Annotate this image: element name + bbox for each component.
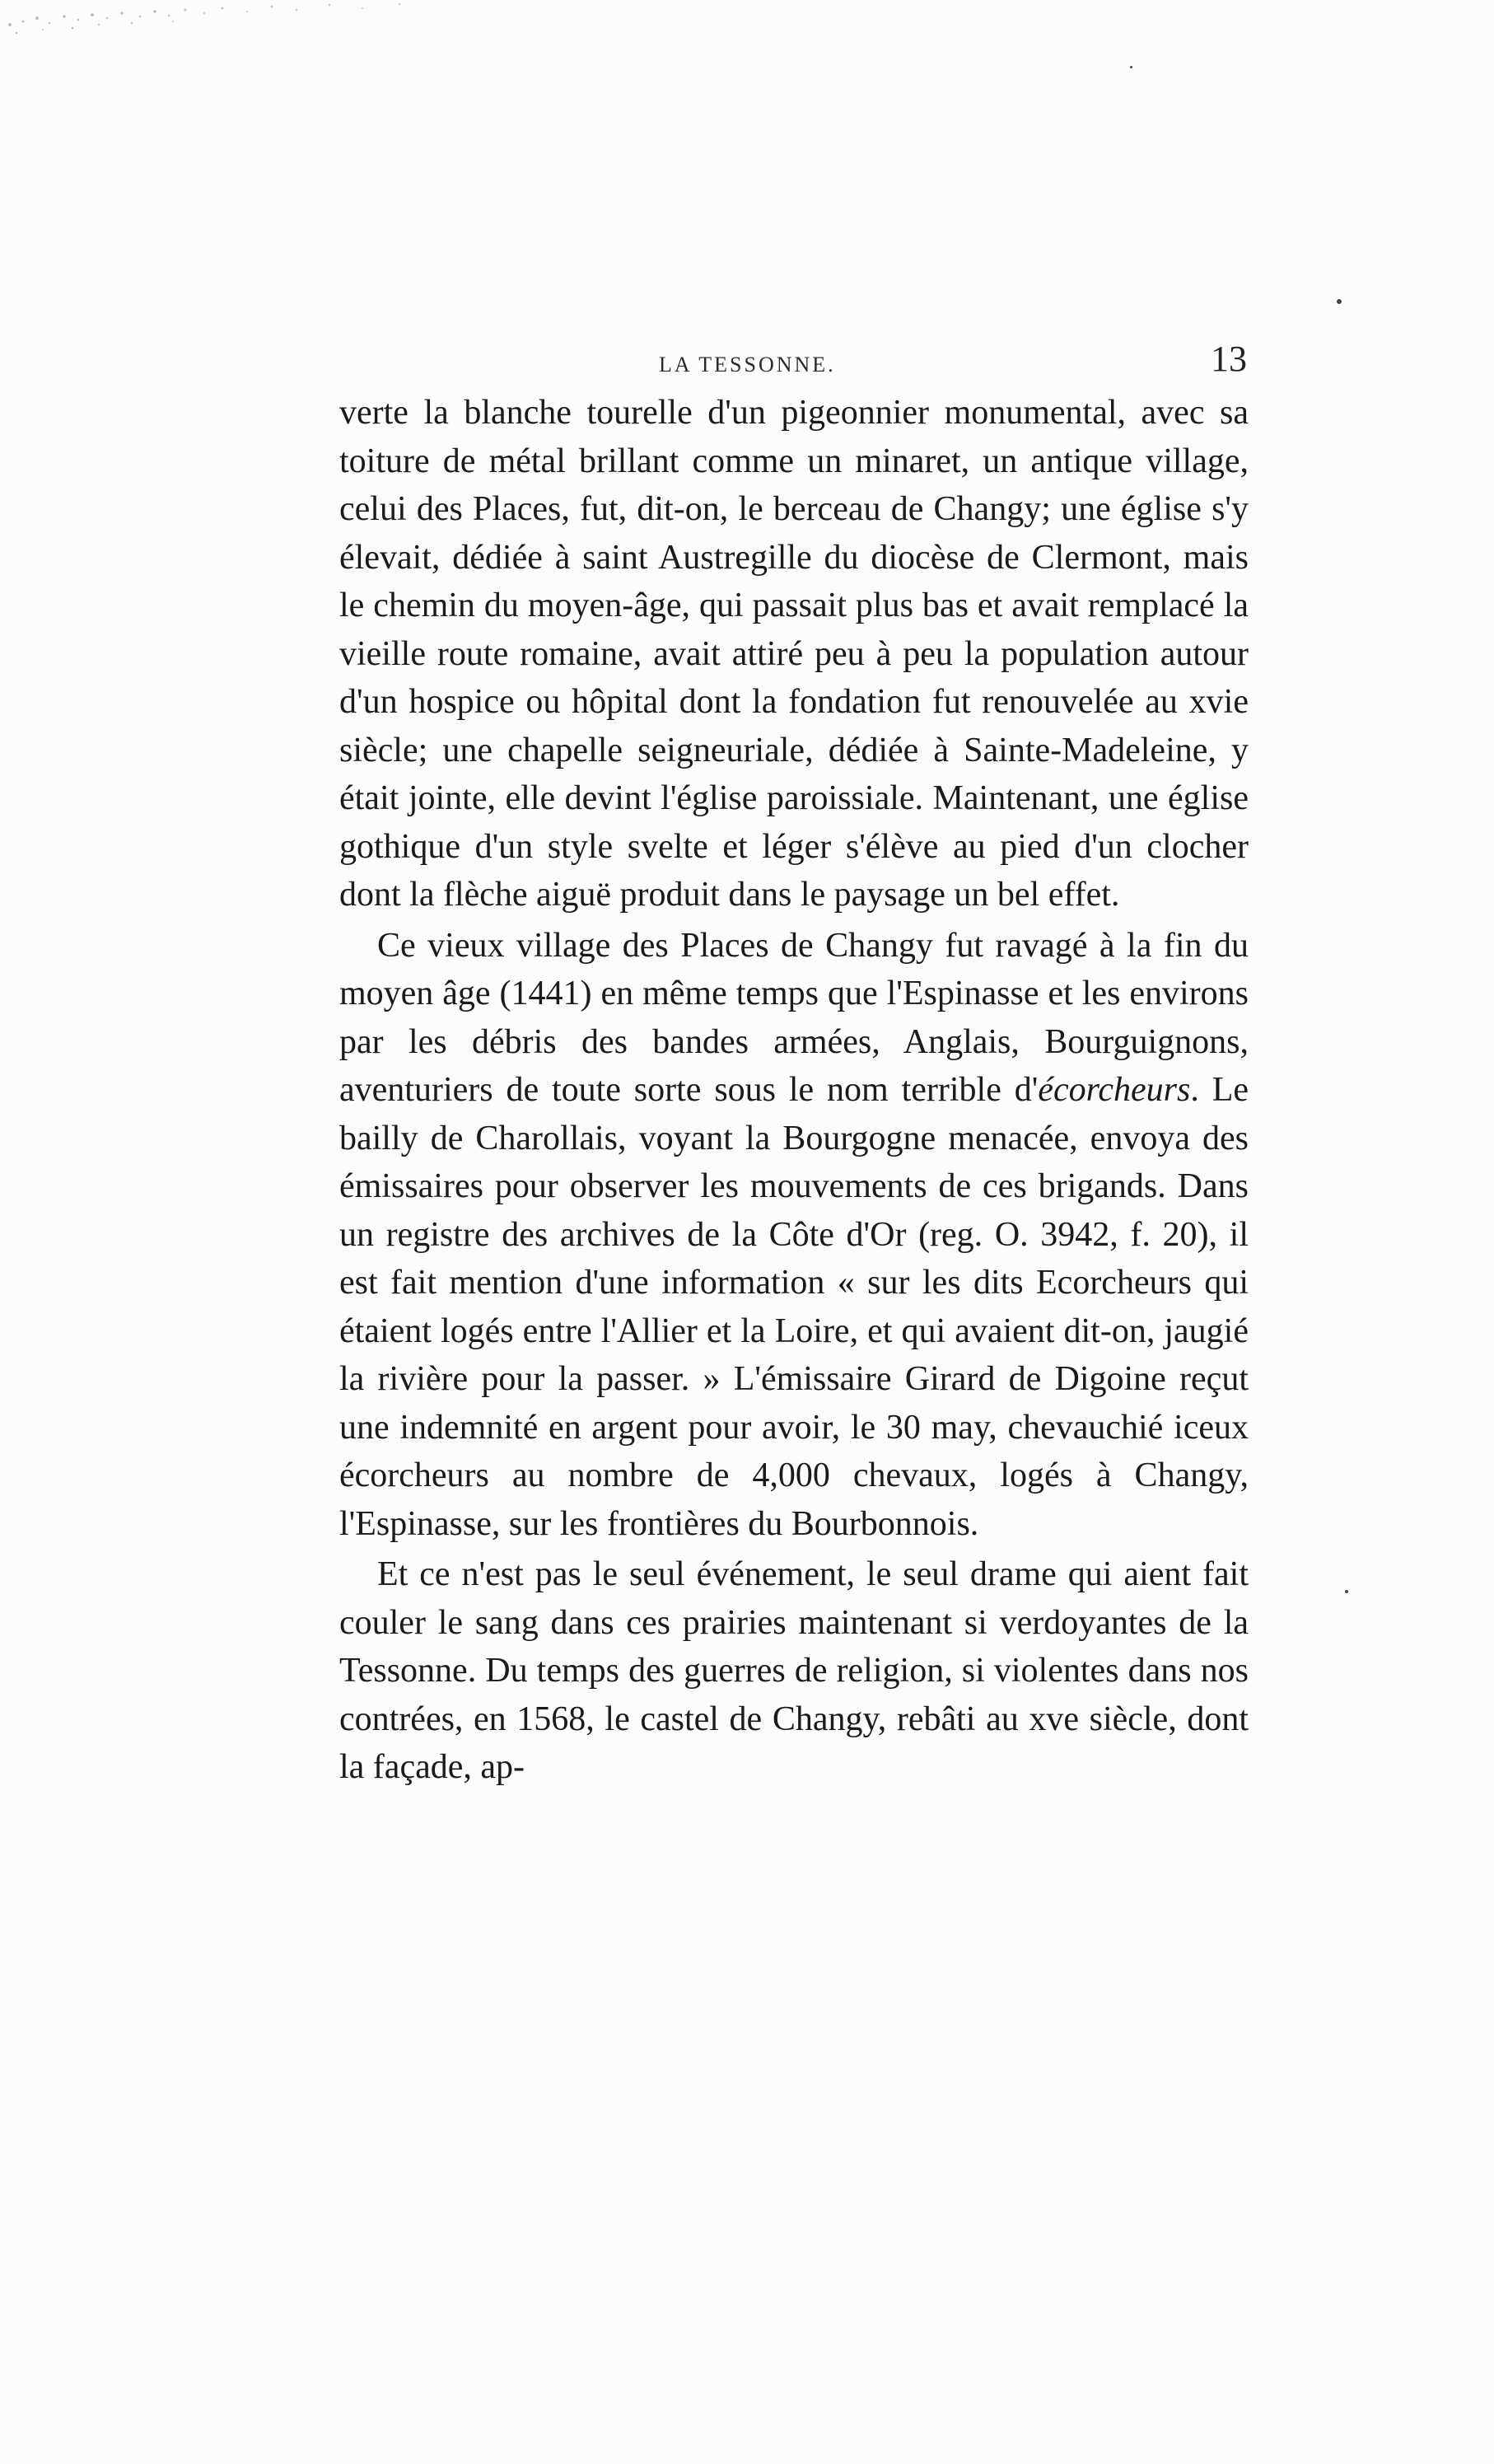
paragraph-text: Ce vieux village des Places de Changy fut ravagé à la fin du moyen âge (1441) en même temps que l'Espinasse et les environs par les débris des bandes armées, Anglais, Bourguignons, aventuriers de toute sorte sous le nom terrible d' [339,926,1249,1109]
body-text [339,389,1249,1792]
paragraph-text: . Le bailly de Charollais, voyant la Bourgogne menacée, envoya des émissaires pour observer les mouvements de ces brigands. Dans un registre des archives de la Côte d'Or (reg. O. 3942, f. 20), il est fait mention d'une information « sur les dits Ecorcheurs qui étaient logés entre l'Allier et la Loire, et qui avaient dit-on, jaugié la rivière pour la passer. » L'émissaire Girard de Digoine reçut une indemnité en argent pour avoir, le 30 may, chevauchié iceux écorcheurs au nombre de 4,000 chevaux, logés à Changy, l'Espinasse, sur les frontières du Bourbonnois. [339,1071,1249,1543]
italic-term: écorcheurs [1038,1071,1191,1109]
scan-dot-mark [1337,299,1342,304]
paragraph: Et ce n'est pas le seul événement, le seul drame qui aient fait couler le sang dans ces prairies maintenant si verdoyantes de la Tessonne. Du temps des guerres de religion, si violentes dans nos contrées, en 1568, le castel de Changy, rebâti au xve siècle, dont la façade, ap- [339,1555,1249,1786]
paragraph [339,922,1249,1549]
page-header [338,336,1247,386]
paragraph: verte la blanche tourelle d'un pigeonnier monumental, avec sa toiture de métal brillant comme un minaret, un antique village, celui des Places, fut, dit-on, le berceau de Changy; une église s'y élevait, dédiée à saint Austregille du diocèse de Clermont, mais le chemin du moyen-âge, qui passait plus bas et avait remplacé la vieille route romaine, avait attiré peu à peu la population autour d'un hospice ou hôpital dont la fondation fut renouvelée au xvie siècle; une chapelle seigneuriale, dédiée à Sainte-Madeleine, y était jointe, elle devint l'église paroissiale. Maintenant, une église gothique d'un style svelte et léger s'élève au pied d'un clocher dont la flèche aiguë produit dans le paysage un bel effet. [339,394,1249,914]
scan-speckle-decoration [0,0,428,58]
running-head: LA TESSONNE. [659,353,836,376]
scan-dot-mark [1130,66,1132,68]
page-number: 13 [1211,339,1247,379]
scan-dot-mark [1345,1590,1348,1593]
